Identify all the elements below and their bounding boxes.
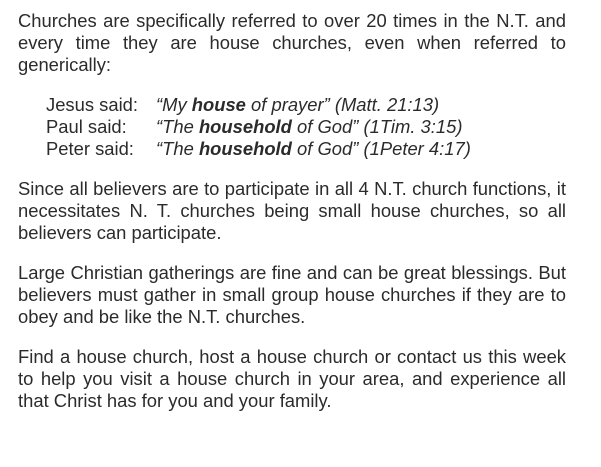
quote-reference: (1Peter 4:17) bbox=[363, 138, 471, 159]
quote-peter bbox=[46, 138, 566, 160]
quote-text: “My house of prayer” (Matt. 21:13) bbox=[156, 94, 440, 115]
participation-paragraph: Since all believers are to participate in all 4 N.T. church functions, it necessitates N. T. churches being small house churches, so all believers can participate. bbox=[18, 178, 566, 243]
document-page bbox=[18, 10, 566, 430]
quote-text: “The household of God” (1Tim. 3:15) bbox=[156, 116, 463, 137]
call-to-action-paragraph: Find a house church, host a house church or contact us this week to help you visit a house church in your area, and experience all that Christ has for you and your family. bbox=[18, 346, 566, 411]
quote-speaker: Paul said: bbox=[46, 116, 127, 137]
quote-jesus bbox=[46, 94, 566, 116]
quote-paul bbox=[46, 116, 566, 138]
scripture-quotes bbox=[46, 94, 566, 160]
quote-speaker: Jesus said: bbox=[46, 94, 138, 115]
quote-speaker: Peter said: bbox=[46, 138, 134, 159]
quote-emphasis: house bbox=[191, 94, 246, 115]
quote-reference: (Matt. 21:13) bbox=[334, 94, 440, 115]
gatherings-paragraph: Large Christian gatherings are fine and can be great blessings. But believers must gather in small group house churches if they are to obey and be like the N.T. churches. bbox=[18, 262, 566, 327]
intro-paragraph: Churches are specifically referred to over 20 times in the N.T. and every time they are house churches, even when referred to generically: bbox=[18, 10, 566, 75]
quote-reference: (1Tim. 3:15) bbox=[363, 116, 463, 137]
quote-emphasis: household bbox=[198, 116, 292, 137]
quote-emphasis: household bbox=[198, 138, 292, 159]
quote-text: “The household of God” (1Peter 4:17) bbox=[156, 138, 471, 159]
